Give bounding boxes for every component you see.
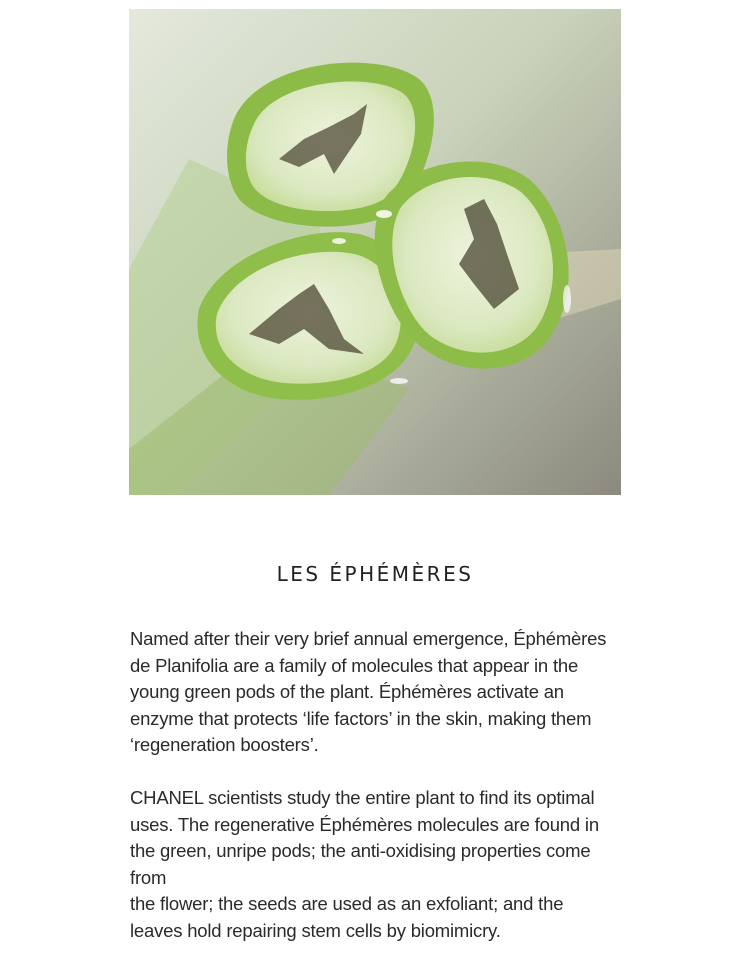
paragraph-line: de Planifolia are a family of molecules that appear in the xyxy=(130,654,579,676)
paragraph-line: CHANEL scientists study the entire plant to find its optimal xyxy=(130,787,595,808)
paragraph-line: the flower; the seeds are used as an exfoliant; and the xyxy=(130,893,564,914)
paragraph-line: Named after their very brief annual emergence, Éphémères xyxy=(130,628,607,649)
paragraph-line: the green, unripe pods; the anti-oxidising properties come xyxy=(130,840,591,861)
paragraph-1 xyxy=(130,626,630,759)
vanilla-pods-illustration xyxy=(129,9,621,495)
section-title: LES ÉPHÉMÈRES xyxy=(276,562,474,586)
article-body xyxy=(130,626,630,944)
paragraph-line: ‘regeneration boosters’. xyxy=(130,734,319,755)
paragraph-2 xyxy=(130,785,630,944)
paragraph-line: young green pods of the plant. Éphémères activate an xyxy=(130,681,564,702)
paragraph-line: uses. The regenerative Éphémères molecules are found in xyxy=(130,813,599,835)
paragraph-line: leaves hold repairing stem cells by biomimicry. xyxy=(130,919,501,941)
paragraph-line: enzyme that protects ‘life factors’ in the skin, making them xyxy=(130,707,592,729)
hero-image-vanilla-pods xyxy=(129,9,621,495)
paragraph-line: from xyxy=(130,866,167,888)
